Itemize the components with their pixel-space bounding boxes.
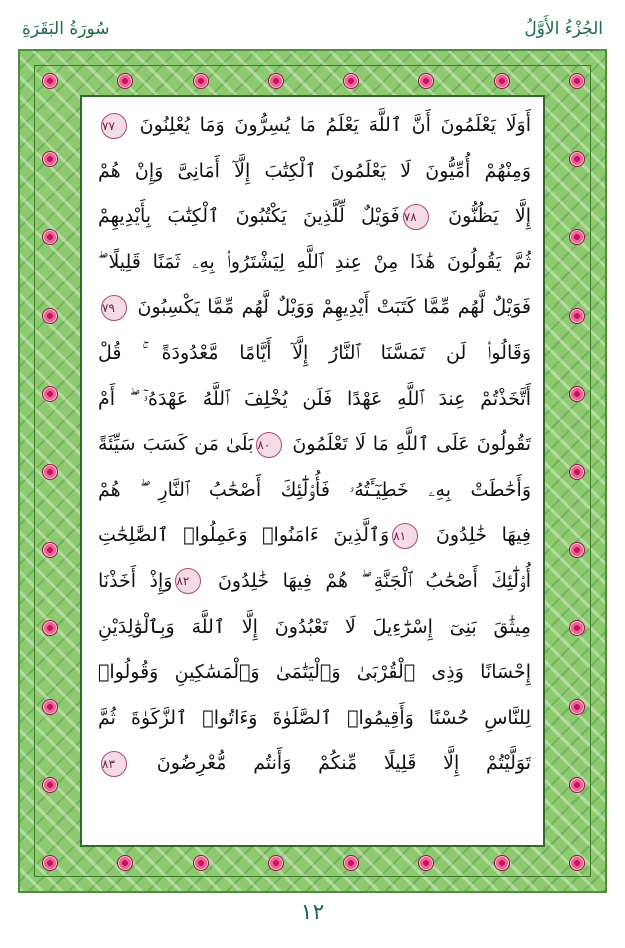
page-number: ١٢ (300, 900, 325, 925)
verse-text: وَمِنْهُمْ أُمِّيُّونَ لَا يَعْلَمُونَ ٱلْكِتَٰبَ إِلَّآ أَمَانِىَّ وَإِنْ هُمْ (98, 159, 531, 182)
flower-ornament-icon (569, 699, 585, 715)
flower-ornament-icon (42, 308, 58, 324)
verse-text: بَلَىٰ مَن كَسَبَ سَيِّئَةً (98, 433, 254, 456)
flower-ornament-icon (193, 855, 209, 871)
text-line (98, 240, 531, 286)
verse-text: إِحْسَانًا وَذِى ٱلْقُرْبَىٰ وَٱلْيَتَٰمَىٰ وَٱلْمَسَٰكِينِ وَقُولُوا۟ (98, 661, 531, 684)
verse-text: فِيهَا خَٰلِدُونَ (421, 524, 531, 547)
verse-text: أُو۟لَٰٓئِكَ أَصْحَٰبُ ٱلْجَنَّةِ ۖ هُمْ فِيهَا خَٰلِدُونَ (204, 569, 531, 592)
text-line (98, 513, 531, 559)
text-line (98, 149, 531, 195)
text-line (98, 103, 531, 149)
quran-text (98, 103, 531, 787)
flower-ornament-icon (569, 308, 585, 324)
flower-ornament-icon (569, 777, 585, 793)
text-line (98, 741, 531, 787)
flower-ornament-icon (494, 73, 510, 89)
flower-ornament-icon (569, 464, 585, 480)
ayah-number-marker: ٨٢ (175, 568, 201, 594)
text-line (98, 377, 531, 423)
verse-text: مِيثَٰقَ بَنِىٓ إِسْرَٰٓءِيلَ لَا تَعْبُدُونَ إِلَّا ٱللَّهَ وَبِٱلْوَٰلِدَيْنِ (98, 615, 531, 638)
text-line (98, 285, 531, 331)
page-header (22, 14, 603, 44)
verse-text: وَقَالُوا۟ لَن تَمَسَّنَا ٱلنَّارُ إِلَّآ أَيَّامًا مَّعْدُودَةً ۚ قُلْ (98, 341, 531, 364)
text-line (98, 422, 531, 468)
flower-ornament-icon (42, 73, 58, 89)
verse-text: وَأَحَٰطَتْ بِهِۦ خَطِيٓـَٔتُهُۥ فَأُو۟لَٰٓئِكَ أَصْحَٰبُ ٱلنَّارِ ۖ هُمْ (98, 478, 531, 501)
verse-text: تَقُولُونَ عَلَى ٱللَّهِ مَا لَا تَعْلَمُونَ (285, 433, 531, 456)
verse-text: وَٱلَّذِينَ ءَامَنُوا۟ وَعَمِلُوا۟ ٱلصَّٰلِحَٰتِ (98, 524, 390, 547)
flower-ornament-icon (494, 855, 510, 871)
verse-text: ثُمَّ يَقُولُونَ هَٰذَا مِنْ عِندِ ٱللَّهِ لِيَشْتَرُوا۟ بِهِۦ ثَمَنًا قَلِيلًا ۖ (98, 250, 531, 273)
verse-text: تَوَلَّيْتُمْ إِلَّا قَلِيلًا مِّنكُمْ وَأَنتُم مُّعْرِضُونَ (130, 752, 531, 775)
text-line (98, 605, 531, 651)
surah-title: سُورَةُ البَقَرَةِ (22, 19, 110, 39)
flower-ornament-icon (42, 777, 58, 793)
text-line (98, 696, 531, 742)
ayah-number-marker: ٨١ (392, 523, 418, 549)
flower-ornament-icon (569, 73, 585, 89)
ayah-number-marker: ٨٣ (101, 751, 127, 777)
flower-ornament-icon (42, 464, 58, 480)
flower-ornament-icon (42, 855, 58, 871)
verse-text: لِلنَّاسِ حُسْنًا وَأَقِيمُوا۟ ٱلصَّلَوٰةَ وَءَاتُوا۟ ٱلزَّكَوٰةَ ثُمَّ (98, 706, 531, 729)
text-line (98, 650, 531, 696)
ayah-number-marker: ٧٩ (101, 295, 127, 321)
flower-ornament-icon (268, 73, 284, 89)
flower-ornament-icon (42, 699, 58, 715)
text-line (98, 331, 531, 377)
flower-ornament-icon (569, 386, 585, 402)
text-line (98, 559, 531, 605)
flower-ornament-icon (42, 386, 58, 402)
flower-ornament-icon (193, 73, 209, 89)
verse-text: وَإِذْ أَخَذْنَا (98, 569, 173, 592)
text-line (98, 194, 531, 240)
verse-text: أَوَلَا يَعْلَمُونَ أَنَّ ٱللَّهَ يَعْلَمُ مَا يُسِرُّونَ وَمَا يُعْلِنُونَ (130, 114, 531, 136)
verse-text: فَوَيْلٌ لِّلَّذِينَ يَكْتُبُونَ ٱلْكِتَٰبَ بِأَيْدِيهِمْ (98, 205, 400, 228)
ayah-number-marker: ٧٧ (101, 113, 127, 139)
verse-text: فَوَيْلٌ لَّهُم مِّمَّا كَتَبَتْ أَيْدِيهِمْ وَوَيْلٌ لَّهُم مِّمَّا يَكْسِبُونَ (130, 296, 531, 319)
flower-ornament-icon (268, 855, 284, 871)
ayah-number-marker: ٧٨ (403, 204, 429, 230)
verse-text: إِلَّا يَظُنُّونَ (431, 205, 531, 228)
text-line (98, 468, 531, 514)
ayah-number-marker: ٨٠ (256, 432, 282, 458)
juz-title: الجُزْءُ الأَوَّلُ (524, 19, 603, 39)
verse-text: أَتَّخَذْتُمْ عِندَ ٱللَّهِ عَهْدًا فَلَن يُخْلِفَ ٱللَّهُ عَهْدَهُۥٓ ۖ أَمْ (98, 387, 531, 410)
flower-ornament-icon (569, 855, 585, 871)
